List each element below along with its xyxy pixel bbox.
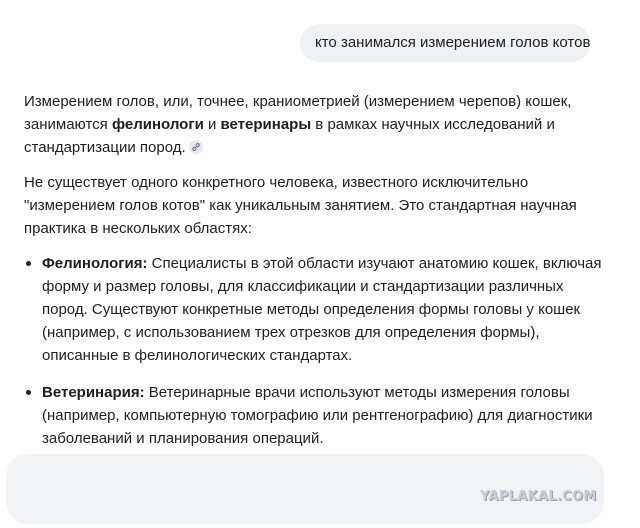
answer-text: и — [203, 116, 221, 133]
answer-paragraph-1 — [24, 90, 609, 159]
list-item-text: Специалисты в этой области изучают анатомию кошек, включая форму и размер головы, для классификации и стандартизации различных пород. Существуют конкретные методы определения формы головы у кошек (например, с использованием трех отрезков для определения формы), описанные в фелинологических стандартах. — [42, 255, 602, 364]
assistant-answer — [24, 90, 609, 501]
answer-text: в рамках научных исследований и стандартизации пород. — [24, 116, 555, 156]
answer-text: Измерением голов, или, точнее, краниометрией (измерением черепов) кошек, занимаются — [24, 93, 572, 133]
list-item-text: Ветеринарные врачи используют методы измерения головы (например, компьютерную томографию или рентгенографию) для диагностики заболеваний и планирования операций. — [42, 384, 593, 447]
answer-bold-term: ветеринары — [220, 116, 312, 133]
link-icon[interactable] — [189, 140, 203, 154]
user-message-bubble — [300, 24, 590, 62]
answer-list — [24, 252, 609, 487]
user-message-text: кто занимался измерением голов котов — [315, 34, 591, 51]
list-item — [24, 252, 609, 367]
list-item-title: Ветеринария: — [42, 384, 145, 401]
watermark: YAPLAKAL.COM — [480, 489, 597, 504]
list-item-title: Фелинология: — [42, 255, 148, 272]
answer-bold-term: фелинологи — [111, 116, 204, 133]
answer-paragraph-2: Не существует одного конкретного человека, известного исключительно "измерением голов котов" как уникальным занятием. Это стандартная научная практика в нескольких областях: — [24, 174, 577, 237]
list-item — [24, 381, 609, 450]
